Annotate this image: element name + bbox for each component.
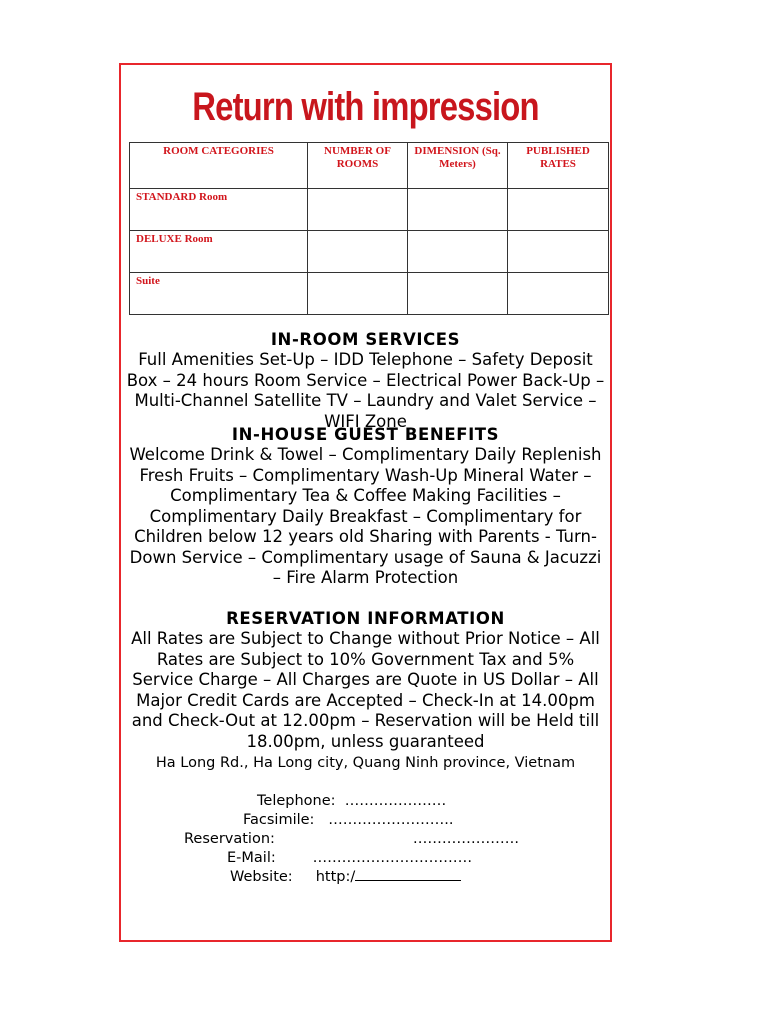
row-rooms: [308, 231, 408, 273]
website-row: [230, 868, 461, 887]
reservation-value: ………………….: [412, 831, 520, 847]
row-dimension: [408, 231, 508, 273]
facsimile-value: ……………………..: [328, 812, 454, 828]
row-dimension: [408, 273, 508, 315]
row-dimension: [408, 189, 508, 231]
row-rates: [508, 189, 609, 231]
row-category: Suite: [130, 273, 308, 315]
website-value: http:/: [315, 869, 356, 885]
hotel-address: Ha Long Rd., Ha Long city, Quang Ninh province, Vietnam: [155, 755, 576, 771]
room-table: [129, 142, 609, 315]
email-value: ……………………………: [312, 850, 473, 866]
telephone-row: [257, 792, 446, 811]
header-room-categories: ROOM CATEGORIES: [130, 143, 308, 189]
telephone-label: Telephone:: [257, 793, 336, 809]
row-rooms: [308, 189, 408, 231]
reservation-row: [184, 830, 519, 849]
table-row: [130, 189, 609, 231]
email-label: E-Mail:: [227, 850, 276, 866]
rate-card: [119, 63, 612, 942]
in-room-heading: IN-ROOM SERVICES: [270, 330, 461, 349]
facsimile-label: Facsimile:: [243, 812, 315, 828]
in-room-text: Full Amenities Set-Up – IDD Telephone – Safety Deposit Box – 24 hours Room Service – Electrical Power Back-Up – Multi-Channel Satellite TV – Laundry and Valet Service – WIFI Zone: [126, 350, 605, 431]
reservation-heading: RESERVATION INFORMATION: [226, 609, 505, 628]
reservation-label: Reservation:: [184, 831, 275, 847]
in-house-heading: IN-HOUSE GUEST BENEFITS: [231, 425, 500, 444]
reservation-text: All Rates are Subject to Change without Prior Notice – All Rates are Subject to 10% Government Tax and 5% Service Charge – All Charges are Quote in US Dollar – All Major Credit Cards are Accepted – Check-In at 14.00pm and Check-Out at 12.00pm – Reservation will be Held till 18.00pm, unless guaranteed: [131, 629, 600, 751]
card-title: Return with impression: [192, 85, 539, 129]
row-category: STANDARD Room: [130, 189, 308, 231]
website-blank-line: [355, 868, 461, 881]
table-row: [130, 273, 609, 315]
facsimile-row: [243, 811, 454, 830]
table-row: [130, 231, 609, 273]
table-header-row: [130, 143, 609, 189]
row-category: DELUXE Room: [130, 231, 308, 273]
email-row: [227, 849, 472, 868]
telephone-value: …………………: [344, 793, 447, 809]
row-rooms: [308, 273, 408, 315]
header-dimension: DIMENSION (Sq. Meters): [408, 143, 508, 189]
header-number-of-rooms: NUMBER OF ROOMS: [308, 143, 408, 189]
header-published-rates: PUBLISHED RATES: [508, 143, 609, 189]
row-rates: [508, 273, 609, 315]
website-label: Website:: [230, 869, 293, 885]
row-rates: [508, 231, 609, 273]
in-house-text: Welcome Drink & Towel – Complimentary Daily Replenish Fresh Fruits – Complimentary Wash-Up Mineral Water – Complimentary Tea & Coffee Making Facilities – Complimentary Daily Breakfast – Complimentary for Children below 12 years old Sharing with Parents - Turn-Down Service – Complimentary usage of Sauna & Jacuzzi – Fire Alarm Protection: [129, 445, 602, 587]
